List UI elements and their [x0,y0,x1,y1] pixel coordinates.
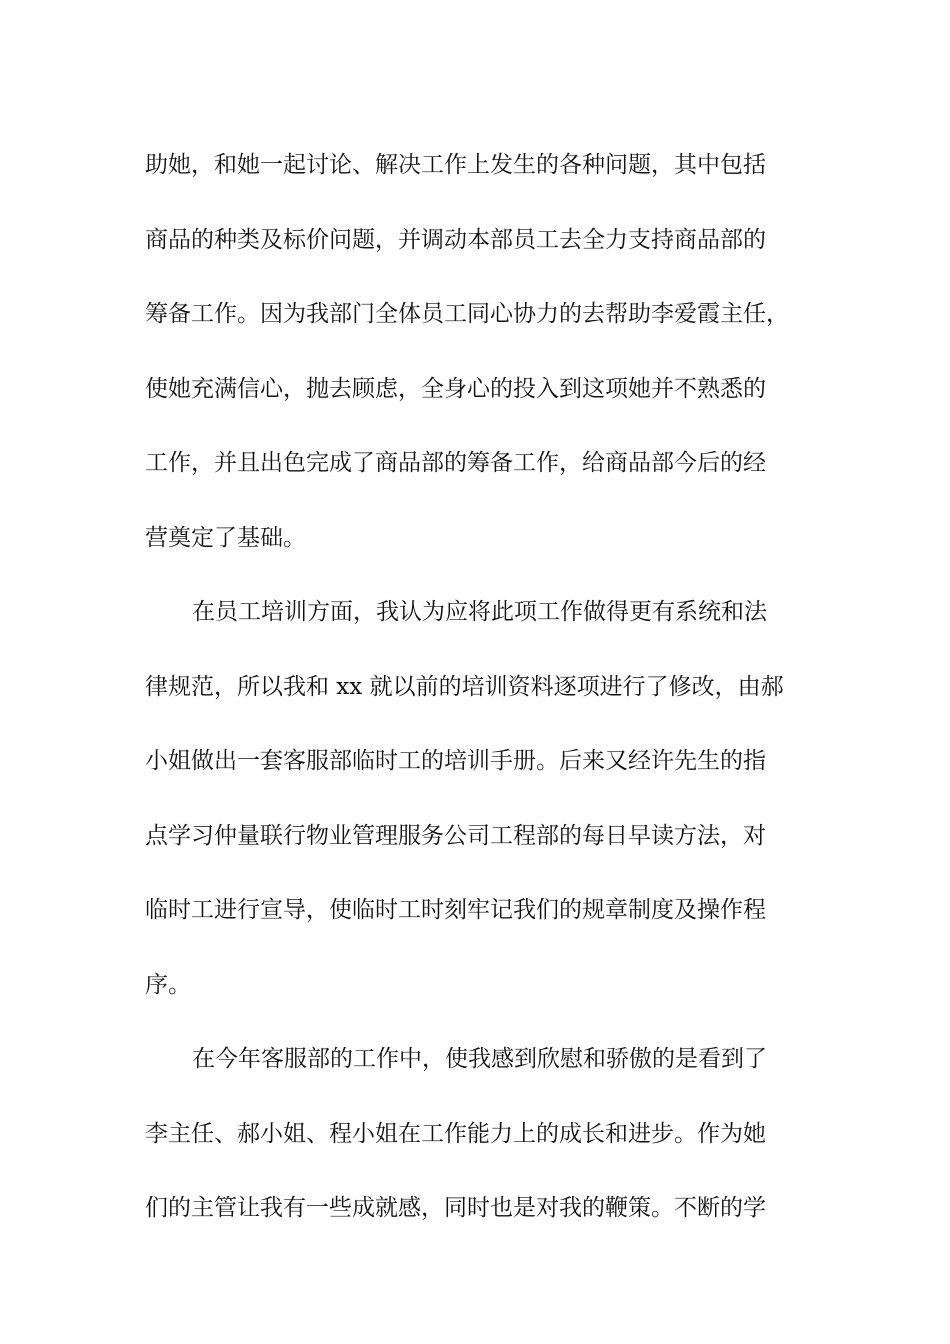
text-line: 使她充满信心，抛去顾虑，全身心的投入到这项她并不熟悉的 [145,375,766,402]
text-line: 商品的种类及标价问题，并调动本部员工去全力支持商品部的 [145,226,766,253]
text-line: 在今年客服部的工作中，使我感到欣慰和骄傲的是看到了 [192,1046,767,1072]
paragraph [145,128,825,575]
text-line: 临时工进行宣导，使临时工时刻牢记我们的规章制度及操作程 [145,897,766,923]
text-line: 筹备工作。因为我部门全体员工同心协力的去帮助李爱霞主任， [145,301,789,327]
text-line: 点学习仲量联行物业管理服务公司工程部的每日早读方法，对 [145,822,766,849]
text-line: 律规范，所以我和 xx 就以前的培训资料逐项进行了修改，由郝 [145,673,784,700]
text-line: 序。 [145,971,191,998]
text-line: 助她，和她一起讨论、解决工作上发生的各种问题，其中包括 [145,152,766,178]
text-line: 工作，并且出色完成了商品部的筹备工作，给商品部今后的经 [145,450,766,476]
text-line: 们的主管让我有一些成就感，同时也是对我的鞭策。不断的学 [145,1195,766,1221]
text-line: 营奠定了基础。 [145,524,306,551]
paragraph [145,575,825,1022]
document-body [145,128,825,1246]
text-line: 在员工培训方面，我认为应将此项工作做得更有系统和法 [192,599,767,625]
paragraph [145,1022,825,1246]
text-line: 小姐做出一套客服部临时工的培训手册。后来又经许先生的指 [145,748,766,774]
text-line: 李主任、郝小姐、程小姐在工作能力上的成长和进步。作为她 [145,1120,766,1147]
